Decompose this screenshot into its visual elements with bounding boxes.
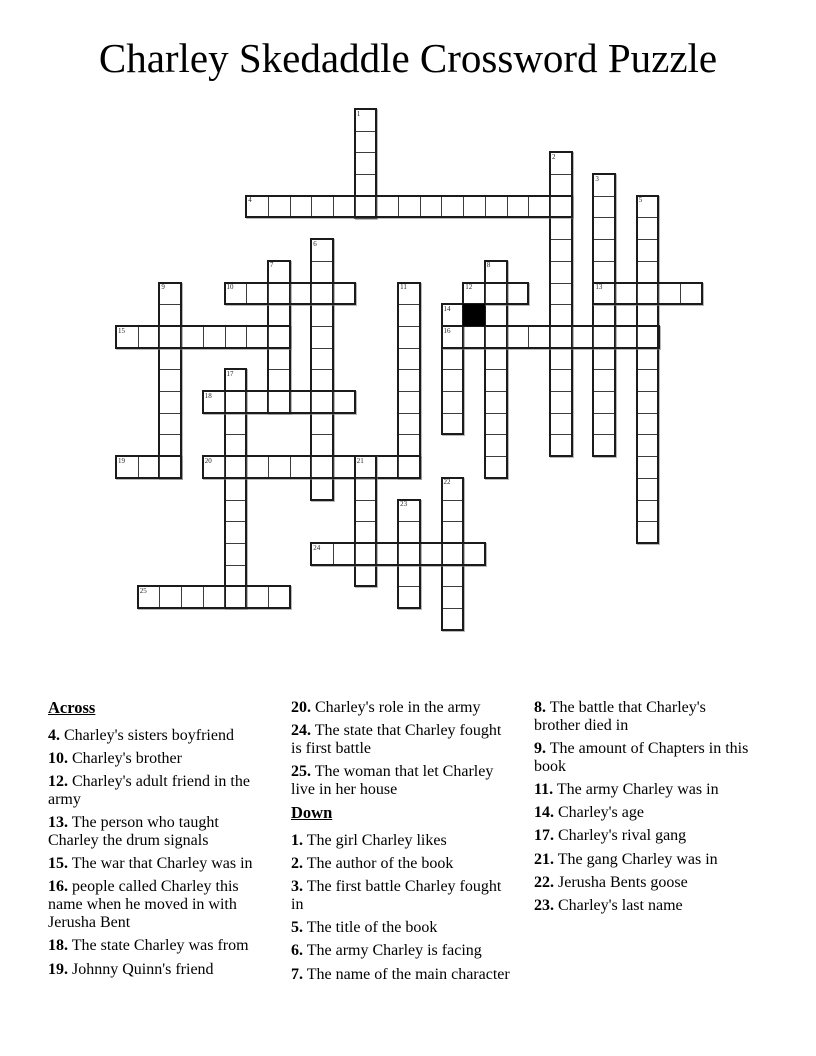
grid-number-16: 16 bbox=[443, 326, 451, 335]
cell-divider bbox=[638, 456, 658, 457]
cell-divider bbox=[246, 327, 247, 347]
cell-divider bbox=[290, 197, 291, 217]
cell-divider bbox=[528, 197, 529, 217]
cell-divider bbox=[311, 197, 312, 217]
clue-15: 15. The war that Charley was in bbox=[48, 855, 253, 873]
cell-divider bbox=[399, 413, 419, 414]
cell-divider bbox=[594, 413, 614, 414]
grid-number-21: 21 bbox=[356, 456, 364, 465]
clue-16: 16. people called Charley this name when he moved in with Jerusha Bent bbox=[48, 878, 239, 932]
word-outline-25-across bbox=[137, 585, 291, 609]
cell-divider bbox=[224, 392, 225, 412]
down-clues-list-continued bbox=[534, 699, 756, 915]
cell-divider bbox=[551, 239, 571, 240]
clue-number: 6. bbox=[291, 942, 303, 960]
cell-divider bbox=[269, 369, 289, 370]
cell-divider bbox=[485, 284, 486, 304]
clue-number: 19. bbox=[48, 960, 68, 978]
cell-divider bbox=[551, 413, 571, 414]
cell-divider bbox=[159, 587, 160, 607]
cell-divider bbox=[443, 521, 463, 522]
word-outline-19-across bbox=[115, 455, 182, 479]
clue-number: 15. bbox=[48, 855, 68, 873]
cell-divider bbox=[463, 197, 464, 217]
cell-divider bbox=[268, 197, 269, 217]
clue-3: 3. The first battle Charley fought in bbox=[291, 878, 502, 914]
cell-divider bbox=[311, 392, 312, 412]
clue-number: 4. bbox=[48, 726, 60, 744]
cell-divider bbox=[398, 544, 399, 564]
cell-divider bbox=[638, 217, 658, 218]
cell-divider bbox=[355, 197, 356, 217]
cell-divider bbox=[355, 544, 356, 564]
cell-divider bbox=[268, 284, 269, 304]
grid-number-10: 10 bbox=[226, 283, 234, 292]
clue-25: 25. The woman that let Charley live in her house bbox=[291, 763, 494, 799]
clue-number: 23. bbox=[534, 896, 554, 914]
grid-number-14: 14 bbox=[443, 304, 451, 313]
clue-number: 22. bbox=[534, 873, 554, 891]
cell-divider bbox=[356, 478, 376, 479]
clue-number: 9. bbox=[534, 740, 546, 758]
clue-17: 17. Charley's rival gang bbox=[534, 827, 687, 845]
cell-divider bbox=[638, 239, 658, 240]
cell-divider bbox=[507, 284, 508, 304]
word-outline-18-across bbox=[202, 390, 356, 414]
clue-number: 8. bbox=[534, 699, 546, 716]
grid-number-6: 6 bbox=[313, 239, 317, 248]
word-outline-13-across bbox=[592, 282, 703, 306]
cell-divider bbox=[550, 197, 551, 217]
cell-divider bbox=[356, 500, 376, 501]
cell-divider bbox=[594, 261, 614, 262]
cell-divider bbox=[638, 478, 658, 479]
grid-number-5: 5 bbox=[638, 196, 643, 205]
grid-number-4: 4 bbox=[248, 196, 252, 205]
clue-14: 14. Charley's age bbox=[534, 804, 644, 822]
cell-divider bbox=[268, 587, 269, 607]
word-outline-10-across bbox=[224, 282, 356, 306]
cell-divider bbox=[333, 392, 334, 412]
clue-number: 18. bbox=[48, 937, 68, 955]
word-outline-12-across bbox=[462, 282, 529, 306]
puzzle-title: Charley Skedaddle Crossword Puzzle bbox=[98, 35, 718, 81]
clue-22: 22. Jerusha Bents goose bbox=[534, 873, 688, 891]
word-outline-20-across bbox=[202, 455, 421, 479]
clue-18: 18. The state Charley was from bbox=[48, 937, 249, 955]
cell-divider bbox=[312, 261, 332, 262]
cell-divider bbox=[160, 369, 180, 370]
cell-divider bbox=[246, 587, 247, 607]
cell-divider bbox=[551, 261, 571, 262]
cell-divider bbox=[551, 304, 571, 305]
grid-number-15: 15 bbox=[118, 326, 125, 335]
cell-divider bbox=[160, 413, 180, 414]
clue-19: 19. Johnny Quinn's friend bbox=[48, 960, 214, 978]
clues-column-3 bbox=[534, 699, 756, 920]
cell-divider bbox=[224, 587, 225, 607]
cell-divider bbox=[441, 197, 442, 217]
word-outline-9-down bbox=[158, 282, 182, 479]
cell-divider bbox=[443, 391, 463, 392]
clue-20: 20. Charley's role in the army bbox=[291, 699, 481, 716]
grid-number-17: 17 bbox=[226, 369, 234, 378]
cell-divider bbox=[638, 391, 658, 392]
cell-divider bbox=[550, 327, 551, 347]
clue-5: 5. The title of the book bbox=[291, 919, 438, 937]
clue-number: 16. bbox=[48, 878, 68, 896]
cell-divider bbox=[658, 284, 659, 304]
cell-divider bbox=[507, 197, 508, 217]
cell-divider bbox=[224, 457, 225, 477]
grid-number-22: 22 bbox=[443, 478, 451, 487]
cell-divider bbox=[226, 521, 246, 522]
cell-divider bbox=[399, 369, 419, 370]
grid-number-23: 23 bbox=[400, 500, 408, 509]
cell-divider bbox=[290, 392, 291, 412]
clue-13: 13. The person who taught Charley the drum signals bbox=[48, 813, 219, 850]
cell-divider bbox=[160, 304, 180, 305]
clue-2: 2. The author of the book bbox=[291, 855, 454, 873]
cell-divider bbox=[443, 500, 463, 501]
cell-divider bbox=[680, 284, 681, 304]
cell-divider bbox=[443, 369, 463, 370]
grid-number-24: 24 bbox=[313, 543, 321, 552]
cell-divider bbox=[333, 197, 334, 217]
clue-4: 4. Charley's sisters boyfriend bbox=[48, 726, 234, 744]
word-outline-11-down bbox=[397, 282, 421, 479]
clue-9: 9. The amount of Chapters in this book bbox=[534, 740, 749, 776]
cell-divider bbox=[441, 544, 442, 564]
cell-divider bbox=[594, 217, 614, 218]
cell-divider bbox=[463, 327, 464, 347]
cell-divider bbox=[203, 587, 204, 607]
cell-divider bbox=[638, 500, 658, 501]
cell-divider bbox=[398, 197, 399, 217]
cell-divider bbox=[486, 391, 506, 392]
cell-divider bbox=[528, 327, 529, 347]
cell-divider bbox=[159, 457, 160, 477]
cell-divider bbox=[356, 174, 376, 175]
cell-divider bbox=[638, 434, 658, 435]
grid-number-1: 1 bbox=[356, 109, 361, 118]
clue-number: 11. bbox=[534, 781, 554, 799]
word-outline-3-down bbox=[592, 173, 616, 457]
clue-11: 11. The army Charley was in bbox=[534, 781, 719, 799]
cell-divider bbox=[333, 544, 334, 564]
cell-divider bbox=[311, 457, 312, 477]
grid-number-11: 11 bbox=[400, 283, 407, 292]
cell-divider bbox=[420, 197, 421, 217]
cell-divider bbox=[572, 327, 573, 347]
cell-divider bbox=[376, 197, 377, 217]
cell-divider bbox=[443, 413, 463, 414]
cell-divider bbox=[181, 587, 182, 607]
clue-10: 10. Charley's brother bbox=[48, 749, 182, 767]
cell-divider bbox=[399, 391, 419, 392]
clue-12: 12. Charley's adult friend in the army bbox=[48, 772, 250, 808]
clue-1: 1. The girl Charley likes bbox=[291, 832, 447, 850]
grid-number-9: 9 bbox=[161, 283, 165, 292]
cell-divider bbox=[551, 391, 571, 392]
cell-divider bbox=[290, 284, 291, 304]
clue-24: 24. The state that Charley fought is first battle bbox=[291, 722, 502, 758]
word-outline-5-down bbox=[636, 195, 660, 544]
cell-divider bbox=[312, 434, 332, 435]
cell-divider bbox=[615, 327, 616, 347]
cell-divider bbox=[160, 434, 180, 435]
cell-divider bbox=[356, 152, 376, 153]
cell-divider bbox=[312, 326, 332, 327]
cell-divider bbox=[399, 521, 419, 522]
word-outline-15-across bbox=[115, 325, 291, 349]
black-cell bbox=[463, 304, 485, 326]
cell-divider bbox=[638, 261, 658, 262]
cell-divider bbox=[268, 392, 269, 412]
cell-divider bbox=[225, 327, 226, 347]
clue-number: 17. bbox=[534, 827, 554, 845]
clue-number: 7. bbox=[291, 965, 303, 983]
cell-divider bbox=[551, 434, 571, 435]
clue-number: 5. bbox=[291, 919, 303, 937]
cell-divider bbox=[268, 457, 269, 477]
clue-number: 2. bbox=[291, 855, 303, 873]
clue-number: 14. bbox=[534, 804, 554, 822]
cell-divider bbox=[615, 284, 616, 304]
across-header: Across bbox=[48, 698, 96, 717]
grid-number-25: 25 bbox=[139, 586, 147, 595]
cell-divider bbox=[246, 392, 247, 412]
cell-divider bbox=[637, 284, 638, 304]
clue-number: 10. bbox=[48, 749, 68, 767]
clue-number: 1. bbox=[291, 832, 303, 850]
cell-divider bbox=[312, 369, 332, 370]
word-outline-24-across bbox=[310, 542, 486, 566]
down-clues-list bbox=[291, 832, 513, 984]
cell-divider bbox=[594, 196, 614, 197]
cell-divider bbox=[356, 521, 376, 522]
grid-number-20: 20 bbox=[204, 456, 212, 465]
cell-divider bbox=[638, 369, 658, 370]
clue-8: 8. The battle that Charley's brother died in bbox=[534, 699, 706, 735]
clue-7: 7. The name of the main character bbox=[291, 965, 510, 983]
cell-divider bbox=[507, 327, 508, 347]
cell-divider bbox=[226, 434, 246, 435]
clue-number: 3. bbox=[291, 878, 303, 896]
cell-divider bbox=[160, 391, 180, 392]
cell-divider bbox=[486, 369, 506, 370]
clues-column-1 bbox=[48, 699, 270, 984]
cell-divider bbox=[138, 457, 139, 477]
cell-divider bbox=[551, 369, 571, 370]
clue-21: 21. The gang Charley was in bbox=[534, 850, 718, 868]
cell-divider bbox=[268, 327, 269, 347]
word-outline-21-down bbox=[354, 455, 378, 587]
grid-number-7: 7 bbox=[269, 261, 274, 270]
cell-divider bbox=[485, 197, 486, 217]
cell-divider bbox=[638, 521, 658, 522]
cell-divider bbox=[311, 284, 312, 304]
cell-divider bbox=[443, 586, 463, 587]
cell-divider bbox=[290, 457, 291, 477]
cell-divider bbox=[399, 348, 419, 349]
clue-6: 6. The army Charley is facing bbox=[291, 942, 482, 960]
cell-divider bbox=[485, 327, 486, 347]
clue-number: 24. bbox=[291, 722, 311, 740]
cell-divider bbox=[486, 413, 506, 414]
cell-divider bbox=[551, 283, 571, 284]
cell-divider bbox=[246, 284, 247, 304]
cell-divider bbox=[203, 327, 204, 347]
cell-divider bbox=[246, 457, 247, 477]
cell-divider bbox=[594, 434, 614, 435]
word-outline-14-down bbox=[441, 303, 465, 435]
cell-divider bbox=[420, 544, 421, 564]
cell-divider bbox=[398, 457, 399, 477]
clue-23: 23. Charley's last name bbox=[534, 896, 683, 914]
cell-divider bbox=[637, 327, 638, 347]
cell-divider bbox=[399, 304, 419, 305]
cell-divider bbox=[226, 543, 246, 544]
word-outline-4-across bbox=[245, 195, 573, 219]
cell-divider bbox=[486, 434, 506, 435]
cell-divider bbox=[333, 284, 334, 304]
cell-divider bbox=[399, 326, 419, 327]
cell-divider bbox=[594, 239, 614, 240]
grid-number-18: 18 bbox=[204, 391, 212, 400]
word-outline-16-across bbox=[441, 325, 660, 349]
across-clues-list-continued bbox=[291, 699, 513, 799]
clue-number: 13. bbox=[48, 813, 68, 831]
cell-divider bbox=[399, 586, 419, 587]
cell-divider bbox=[376, 544, 377, 564]
cell-divider bbox=[181, 327, 182, 347]
cell-divider bbox=[593, 327, 594, 347]
clue-number: 21. bbox=[534, 850, 554, 868]
across-clues-list bbox=[48, 727, 270, 979]
cell-divider bbox=[443, 608, 463, 609]
cell-divider bbox=[356, 131, 376, 132]
cell-divider bbox=[594, 369, 614, 370]
cell-divider bbox=[226, 500, 246, 501]
down-header: Down bbox=[291, 803, 333, 823]
cell-divider bbox=[138, 327, 139, 347]
grid-number-19: 19 bbox=[118, 456, 125, 465]
grid-number-8: 8 bbox=[486, 261, 491, 270]
grid-number-2: 2 bbox=[552, 152, 556, 161]
cell-divider bbox=[486, 456, 506, 457]
clue-number: 25. bbox=[291, 763, 311, 781]
cell-divider bbox=[551, 174, 571, 175]
clues-column-2 bbox=[291, 699, 513, 989]
cell-divider bbox=[159, 327, 160, 347]
grid-number-12: 12 bbox=[465, 283, 473, 292]
cell-divider bbox=[594, 391, 614, 392]
clue-number: 20. bbox=[291, 699, 311, 716]
cell-divider bbox=[333, 457, 334, 477]
cell-divider bbox=[226, 565, 246, 566]
cell-divider bbox=[638, 413, 658, 414]
clue-number: 12. bbox=[48, 772, 68, 790]
cell-divider bbox=[463, 544, 464, 564]
grid-number-13: 13 bbox=[595, 283, 603, 292]
grid-number-3: 3 bbox=[595, 174, 599, 183]
cell-divider bbox=[312, 348, 332, 349]
cell-divider bbox=[399, 434, 419, 435]
